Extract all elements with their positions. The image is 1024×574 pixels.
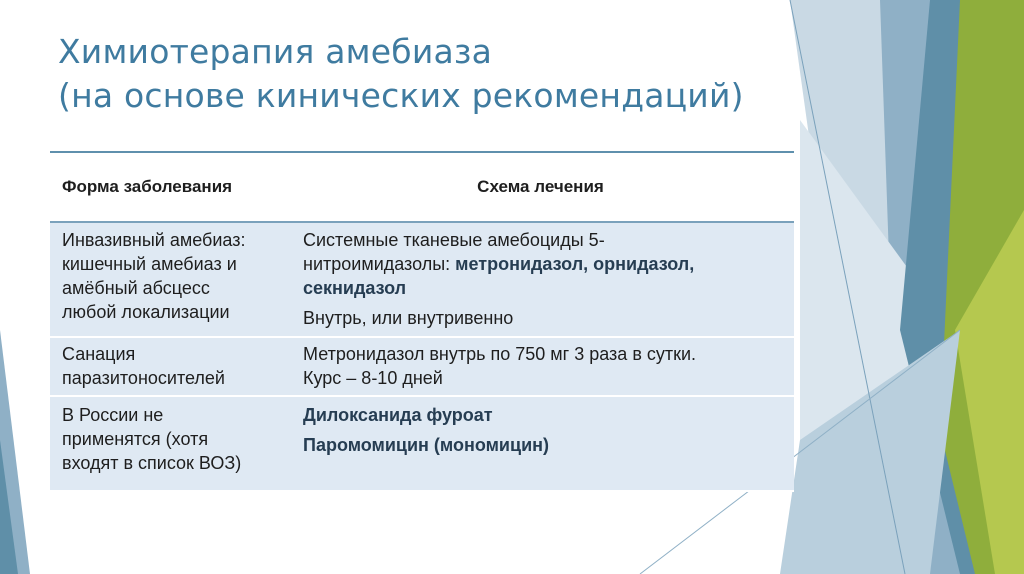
cell-disease-form	[50, 403, 287, 490]
cell-text-line: входят в список ВОЗ)	[62, 453, 242, 473]
cell-text-line: Метронидазол внутрь по 750 мг 3 раза в сутки.	[303, 344, 697, 364]
table-row	[50, 397, 794, 492]
drug-names: секнидазол	[303, 278, 407, 298]
cell-text-line	[303, 252, 794, 276]
table-row	[50, 338, 794, 397]
header-disease-form: Форма заболевания	[62, 177, 233, 196]
drug-names: метронидазол, орнидазол,	[455, 254, 695, 274]
cell-text-line: амёбный абсцесс	[62, 278, 210, 298]
cell-text-line: Инвазивный амебиаз:	[62, 230, 246, 250]
drug-names: Паромомицин (мономицин)	[303, 435, 549, 455]
cell-disease-form	[50, 228, 287, 336]
cell-text-line: Системные тканевые амебоциды 5-	[303, 230, 605, 250]
cell-text-plain: нитроимидазолы:	[303, 254, 456, 274]
table-header-row	[50, 153, 794, 223]
cell-treatment-scheme	[287, 403, 794, 490]
cell-text-line: Курс – 8-10 дней	[303, 368, 443, 388]
cell-treatment-scheme	[287, 342, 794, 395]
cell-text-line: В России не	[62, 405, 164, 425]
title-line-2: (на основе кинических рекомендаций)	[58, 76, 744, 115]
cell-text-line: применятся (хотя	[62, 429, 209, 449]
cell-text-line: Внутрь, или внутривенно	[303, 308, 514, 328]
treatment-table	[50, 151, 794, 492]
title-line-1: Химиотерапия амебиаза	[58, 32, 493, 71]
drug-names: Дилоксанида фуроат	[303, 405, 493, 425]
header-treatment-scheme: Схема лечения	[477, 177, 604, 196]
table-row	[50, 223, 794, 338]
cell-disease-form	[50, 342, 287, 395]
cell-text-line: любой локализации	[62, 302, 230, 322]
slide-title	[58, 30, 758, 118]
cell-text-line: паразитоносителей	[62, 368, 225, 388]
cell-text-line: кишечный амебиаз и	[62, 254, 237, 274]
cell-treatment-scheme	[287, 228, 794, 336]
cell-text-line: Санация	[62, 344, 136, 364]
